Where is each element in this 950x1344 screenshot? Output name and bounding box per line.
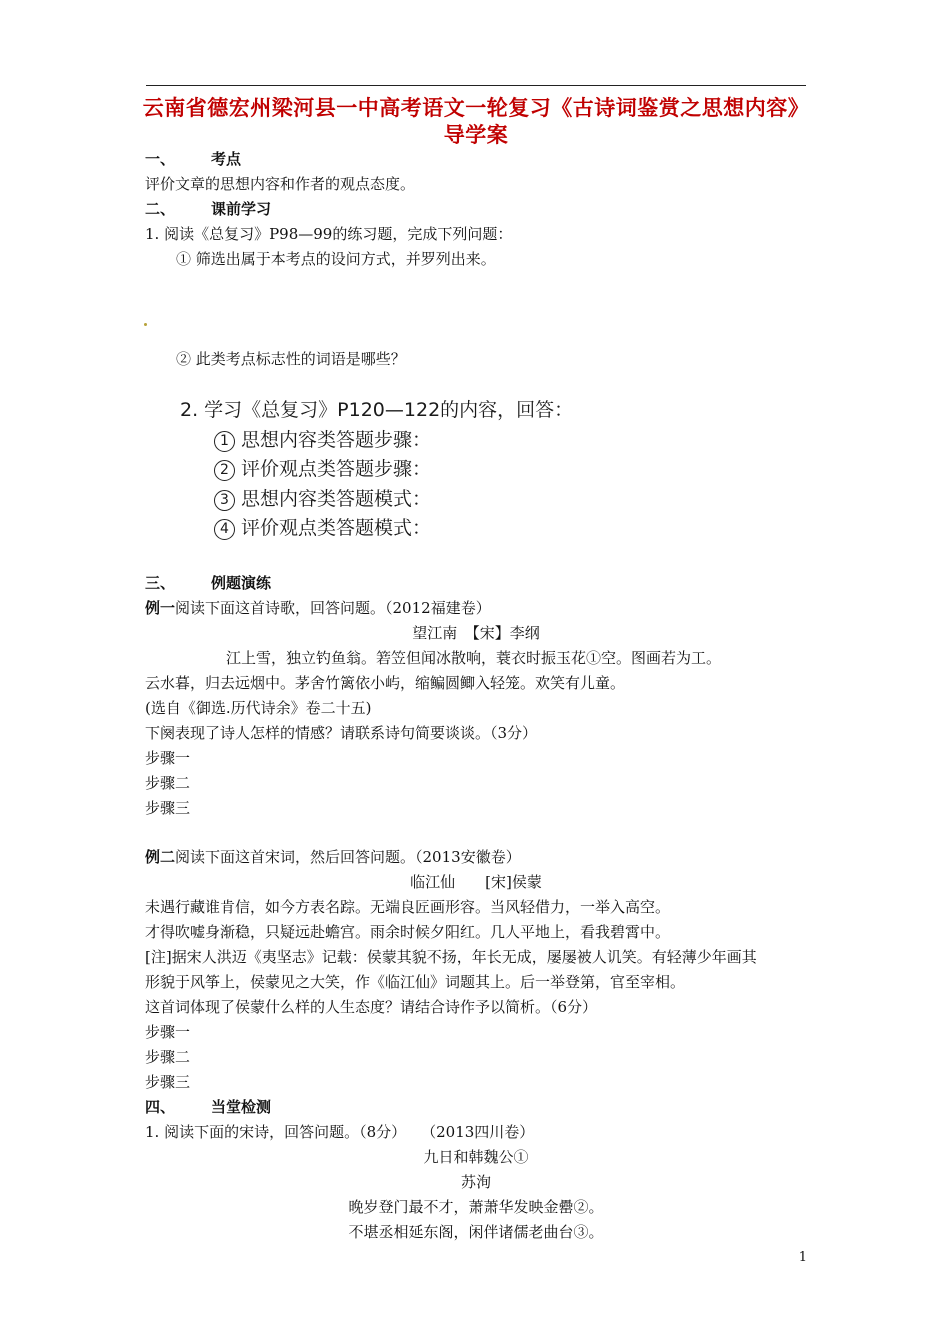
q2-item-2 <box>214 455 431 483</box>
step-line: 步骤一 <box>145 749 191 767</box>
q2-item-text: 思想内容类答题步骤： <box>241 429 432 451</box>
circled-number: 2 <box>214 460 235 481</box>
q2-item-text: 评价观点类答题模式： <box>241 517 432 539</box>
example-intro-text: 阅读下面这首诗歌，回答问题。（2012福建卷） <box>175 599 491 617</box>
step-line: 步骤二 <box>145 1048 191 1066</box>
question-1a: ① 筛选出属于本考点的设问方式，并罗列出来。 <box>176 250 496 268</box>
step-line: 步骤三 <box>145 799 191 817</box>
q2-item-text: 思想内容类答题模式： <box>241 488 432 510</box>
question-2: 2. 学习《总复习》P120—122的内容，回答： <box>180 399 574 421</box>
section-2-heading <box>145 198 271 220</box>
poem-2-line: 才得吹嘘身渐稳，只疑远赴蟾宫。雨余时候夕阳红。几人平地上，看我碧霄中。 <box>145 923 671 941</box>
section-3-heading <box>145 572 271 594</box>
page-number: 1 <box>798 1250 807 1265</box>
poem-1-line: 江上雪，独立钓鱼翁。箬笠但闻冰散响，蓑衣时振玉花①空。图画若为工。 <box>226 649 722 667</box>
example-label: 例一 <box>145 599 176 617</box>
question-1: 1. 阅读《总复习》P98—99的练习题，完成下列问题： <box>145 225 513 243</box>
example-intro-text: 阅读下面这首宋词，然后回答问题。（2013安徽卷） <box>175 848 521 866</box>
test-question-1: 1. 阅读下面的宋诗，回答问题。（8分） （2013四川卷） <box>145 1123 535 1141</box>
step-line: 步骤三 <box>145 1073 191 1091</box>
circled-number: 4 <box>214 519 235 540</box>
header-rule <box>146 85 806 86</box>
poem-3-line: 晚岁登门最不才，萧萧华发映金罍②。 <box>348 1198 604 1216</box>
poem-2-note: 形貌于风筝上，侯蒙见之大笑，作《临江仙》词题其上。后一举登第，官至宰相。 <box>145 973 686 991</box>
section-number: 二、 <box>145 200 176 218</box>
q2-item-3 <box>214 485 431 513</box>
example-2-intro <box>145 846 521 868</box>
document-title: 云南省德宏州梁河县一中高考语文一轮复习《古诗词鉴赏之思想内容》导学案 <box>142 96 810 147</box>
step-line: 步骤一 <box>145 1023 191 1041</box>
example-label: 例二 <box>145 848 176 866</box>
section-4-heading <box>145 1096 271 1118</box>
section-number: 三、 <box>145 574 176 592</box>
q2-item-text: 评价观点类答题步骤： <box>241 458 432 480</box>
circled-number: 1 <box>214 431 235 452</box>
question-1b: ② 此类考点标志性的词语是哪些？ <box>176 350 406 368</box>
q2-item-1 <box>214 426 431 454</box>
poem-1-line: 云水暮，归去远烟中。茅舍竹篱依小屿，缩鳊圆鲫入轻笼。欢笑有儿童。 <box>145 674 626 692</box>
section-1-heading <box>145 148 241 170</box>
poem-2-note: [注]据宋人洪迈《夷坚志》记载：侯蒙其貌不扬，年长无成，屡屡被人讥笑。有轻薄少年画其 <box>145 948 757 966</box>
circled-number: 3 <box>214 490 235 511</box>
section-title: 课前学习 <box>211 200 272 218</box>
poem-3-title: 九日和韩魏公① <box>423 1148 529 1166</box>
poem-1-title: 望江南 【宋】李纲 <box>412 624 540 642</box>
example-1-question: 下阕表现了诗人怎样的情感？请联系诗句简要谈谈。（3分） <box>145 724 538 742</box>
section-title: 例题演练 <box>211 574 272 592</box>
poem-1-source: (选自《御选.历代诗余》卷二十五) <box>145 699 372 717</box>
example-2-question: 这首词体现了侯蒙什么样的人生态度？请结合诗作予以简析。（6分） <box>145 998 598 1016</box>
q2-item-4 <box>214 514 431 542</box>
section-title: 当堂检测 <box>211 1098 272 1116</box>
section-number: 四、 <box>145 1098 176 1116</box>
poem-3-author: 苏洵 <box>460 1173 491 1191</box>
section-1-text: 评价文章的思想内容和作者的观点态度。 <box>145 175 416 193</box>
step-line: 步骤二 <box>145 774 191 792</box>
stray-dot <box>144 323 147 326</box>
example-1-intro <box>145 597 491 619</box>
poem-2-title: 临江仙 [宋]侯蒙 <box>410 873 542 891</box>
poem-2-line: 未遇行藏谁肯信，如今方表名踪。无端良匠画形容。当风轻借力，一举入高空。 <box>145 898 671 916</box>
section-number: 一、 <box>145 150 176 168</box>
section-title: 考点 <box>211 150 242 168</box>
poem-3-line: 不堪丞相延东阁，闲伴诸儒老曲台③。 <box>348 1223 604 1241</box>
